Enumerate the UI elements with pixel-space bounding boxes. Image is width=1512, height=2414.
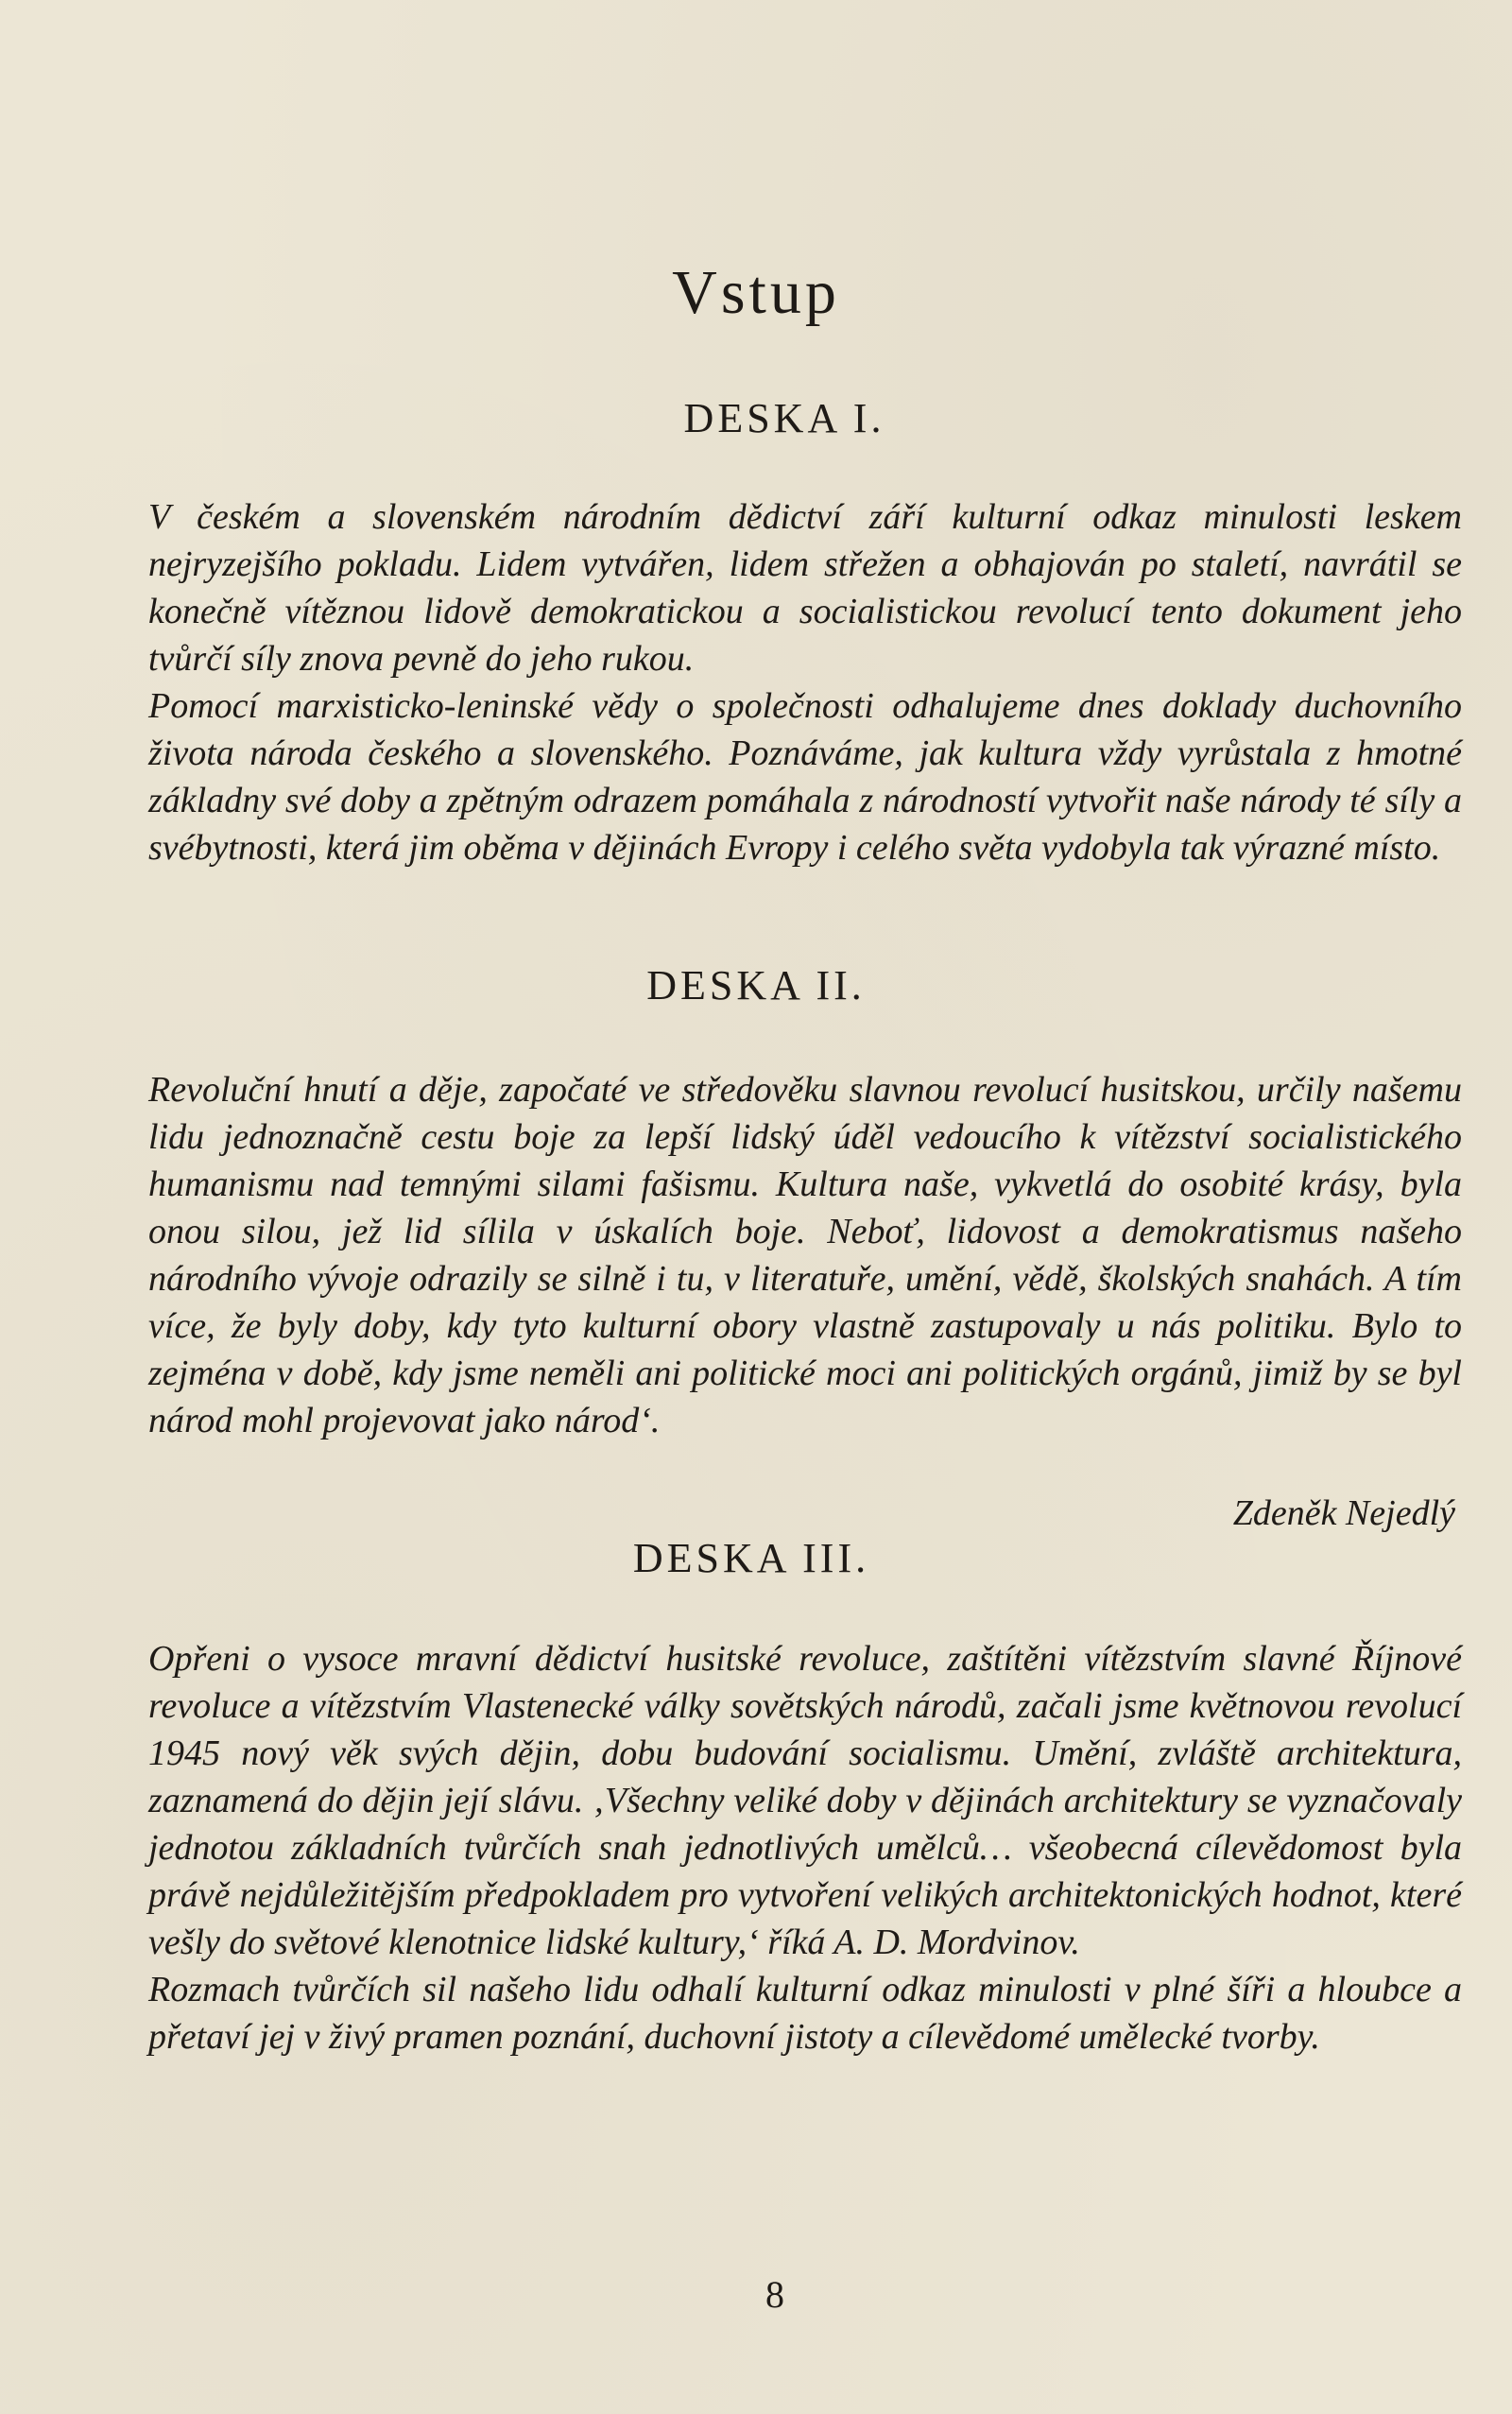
section-body-deska-1: [148, 493, 1462, 871]
section-body-deska-2: [148, 1066, 1462, 1444]
paragraph: Rozmach tvůrčích sil našeho lidu odhalí kulturní odkaz minulosti v plné šíři a hloubce a přetaví jej v živý pramen poznání, duchovní jistoty a cílevědomé umělecké tvorby.: [148, 1970, 1462, 2057]
section-heading-deska-2: DESKA II.: [646, 962, 866, 1009]
section-heading-deska-3: DESKA III.: [632, 1535, 870, 1581]
author-signature: Zdeněk Nejedlý: [1232, 1493, 1455, 1533]
section-body-deska-3: [148, 1635, 1462, 2061]
paragraph: V českém a slovenském národním dědictví září kulturní odkaz minulosti leskem nejryzejšího pokladu. Lidem vytvářen, lidem střežen a obhajován po staletí, navrátil se konečně vítěznou lidově demokratickou a socialistickou revolucí tento dokument jeho tvůrčí síly znova pevně do jeho rukou.: [148, 497, 1462, 679]
paragraph: Pomocí marxisticko-leninské vědy o společnosti odhalujeme dnes doklady duchovního života národa českého a slovenského. Poznáváme, jak kultura vždy vyrůstala z hmotné základny své doby a zpětným odrazem pomáhala z národností vytvořit naše národy té síly a svébytnosti, která jim oběma v dějinách Evropy i celého světa vydobyla tak výrazné místo.: [148, 686, 1462, 868]
paragraph: Revoluční hnutí a děje, započaté ve středověku slavnou revolucí husitskou, určily našemu lidu jednoznačně cestu boje za lepší lidský úděl vedoucího k vítězství socialistického humanismu nad temnými silami fašismu. Kultura naše, vykvetlá do osobité krásy, byla onou silou, jež lid sílila v úskalích boje. Neboť, lidovost a demokratismus našeho národního vývoje odrazily se silně i tu, v literatuře, umění, vědě, školských snahách. A tím více, že byly doby, kdy tyto kulturní obory vlastně zastupovaly u nás politiku. Bylo to zejména v době, kdy jsme neměli ani politické moci ani politických orgánů, jimiž by se byl národ mohl projevovat jako národ‘.: [148, 1070, 1462, 1440]
page-number: 8: [765, 2273, 784, 2316]
section-heading-deska-1: DESKA I.: [683, 395, 885, 441]
paragraph: Opřeni o vysoce mravní dědictví husitské revoluce, zaštítěni vítězstvím slavné Říjnové revoluce a vítězstvím Vlastenecké války sovětských národů, začali jsme květnovou revolucí 1945 nový věk svých dějin, dobu budování socialismu. Umění, zvláště architektura, zaznamená do dějin její slávu. ‚Všechny veliké doby v dějinách architektury se vyznačovaly jednotou základních tvůrčích snah jednotlivých umělců… všeobecná cílevědomost byla právě nejdůležitějším předpokladem pro vytvoření velikých architektonických hodnot, které vešly do světové klenotnice lidské kultury,‘ říká A. D. Mordvinov.: [148, 1639, 1462, 1962]
page-title: Vstup: [672, 258, 840, 327]
